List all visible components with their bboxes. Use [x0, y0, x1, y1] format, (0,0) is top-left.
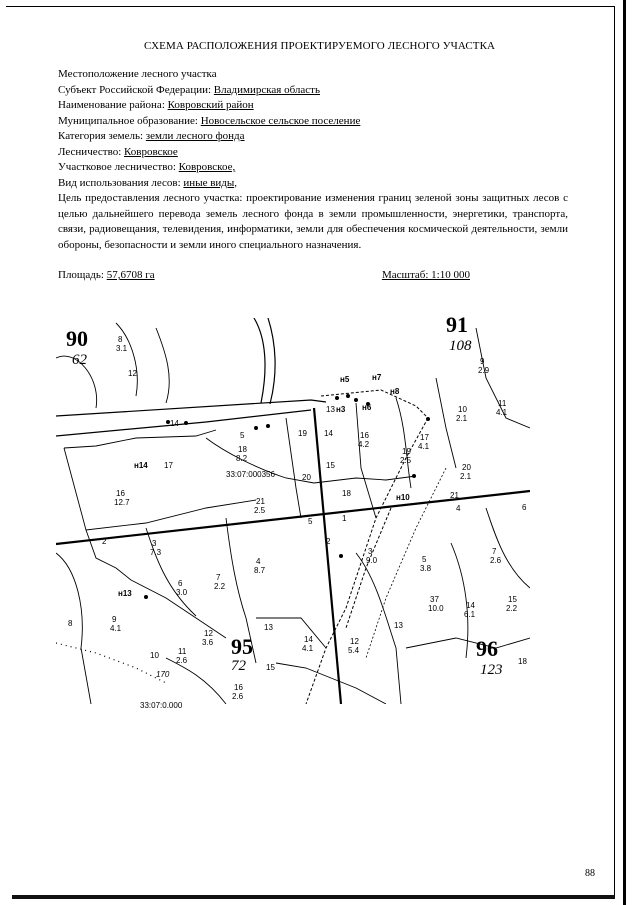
- plot-number: 16: [360, 431, 369, 440]
- plot-area: 2.9: [478, 366, 490, 375]
- plot-area: 10.0: [428, 604, 444, 613]
- plot-number: 11: [498, 399, 507, 408]
- boundary-line-vertical: [314, 408, 341, 704]
- plot-area: 2.1: [460, 472, 472, 481]
- plot-number: 7: [216, 573, 221, 582]
- plot-area: 9.0: [366, 556, 378, 565]
- area-value: 57,6708 га: [106, 269, 155, 281]
- plot-area: 4.1: [302, 644, 314, 653]
- quarter-95-area: 72: [231, 658, 246, 674]
- plot-number: 6: [178, 579, 183, 588]
- node-label: н6: [362, 403, 372, 412]
- quarter-91-area: 108: [449, 338, 472, 354]
- plot-area: 4.2: [358, 440, 370, 449]
- plot-number: 2: [326, 537, 331, 546]
- district-value: Ковровский район: [167, 99, 254, 111]
- forest-use-value: иные виды,: [183, 176, 238, 189]
- plot-number: 13: [394, 621, 403, 630]
- node-label: н14: [134, 461, 148, 470]
- cadastral-number-1: 33:07:000356: [226, 470, 275, 479]
- subject-value: Владимирская область: [213, 83, 320, 96]
- plot-number: 14: [304, 635, 313, 644]
- node-label: н8: [390, 387, 400, 396]
- quarter-96-area: 123: [480, 662, 503, 678]
- plot-number: 170: [156, 670, 170, 679]
- plot-area: 6.1: [464, 610, 476, 619]
- plot-area: 2.5: [254, 506, 266, 515]
- plot-number: 7: [492, 547, 497, 556]
- plot-area: 2.2: [214, 582, 226, 591]
- plot-area: 7.3: [150, 548, 162, 557]
- plot-number: 14: [324, 429, 333, 438]
- plot-number: 9: [480, 357, 485, 366]
- plot-number: 13: [326, 405, 335, 414]
- node-label: н7: [372, 373, 382, 382]
- plot-number: 19: [298, 429, 307, 438]
- plot-area: 8.2: [236, 454, 248, 463]
- plot-number: 21: [256, 497, 265, 506]
- plot-number: 37: [430, 595, 439, 604]
- plot-number: 10: [150, 651, 159, 660]
- plot-area: 4.1: [496, 408, 508, 417]
- cadastral-number-2: 33:07:0.000: [140, 701, 183, 710]
- plot-number: 4: [256, 557, 261, 566]
- plot-number: 11: [178, 647, 187, 656]
- plot-area: 2.1: [456, 414, 468, 423]
- info-purpose: Цель предоставления лесного участка: проектирование изменения границ зеленой зоны защитных лесов с целью дальнейшего перевода земель лесного фонда в земли промышленности, энергетики, транспорта, связи, радиовещания, телевидения, информатики, земли для обеспечения космической деятельности, земли обороны, безопасности и земли иного специального назначения.: [58, 192, 568, 251]
- info-district-forestry: Участковое лесничество: Ковровское,: [58, 161, 236, 173]
- plot-info-block: [58, 67, 568, 253]
- plot-number: 8: [68, 619, 73, 628]
- area-label: Площадь:: [58, 269, 107, 281]
- plot-number: 13: [264, 623, 273, 632]
- plot-number: 5: [422, 555, 427, 564]
- plot-number: 4: [456, 504, 461, 513]
- plot-number: 17: [164, 461, 173, 470]
- info-land-category: Категория земель: земли лесного фонда: [58, 130, 245, 142]
- page-title: СХЕМА РАСПОЛОЖЕНИЯ ПРОЕКТИРУЕМОГО ЛЕСНОГО УЧАСТКА: [143, 40, 496, 52]
- quarter-95-number: 95: [231, 634, 253, 659]
- info-district: Наименование района: Ковровский район: [58, 99, 254, 111]
- plot-number: 12: [128, 369, 137, 378]
- plot-area: 8.7: [254, 566, 266, 575]
- plot-number: 21: [450, 491, 459, 500]
- plot-number: 1: [342, 514, 347, 523]
- plot-area: 12.7: [114, 498, 130, 507]
- plot-area: 3.0: [176, 588, 188, 597]
- plot-number: 5: [308, 517, 313, 526]
- node-label: н13: [118, 589, 132, 598]
- plot-area: 2.6: [232, 692, 244, 701]
- plot-number: 15: [266, 663, 275, 672]
- plot-number: 5: [240, 431, 245, 440]
- node-label: н5: [340, 375, 350, 384]
- plot-area: 4.1: [418, 442, 430, 451]
- plot-area: 2.6: [176, 656, 188, 665]
- plot-number: 10: [458, 405, 467, 414]
- quarter-91-number: 91: [446, 312, 468, 337]
- plot-area: 3.1: [116, 344, 128, 353]
- scale-label: Масштаб: 1:10 000: [381, 269, 470, 281]
- plot-number: 18: [518, 657, 527, 666]
- plot-number: 2: [102, 537, 107, 546]
- node-label: н3: [336, 405, 346, 414]
- plot-number: 16: [234, 683, 243, 692]
- info-municipality: Муниципальное образование: Новосельское сельское поселение: [58, 114, 361, 127]
- info-forest-use: Вид использования лесов: иные виды,: [58, 176, 238, 189]
- plot-number: 18: [342, 489, 351, 498]
- plot-number: 3: [368, 547, 373, 556]
- forestry-value: Ковровское: [124, 145, 178, 158]
- plot-area: 2.5: [400, 456, 412, 465]
- plot-number: 17: [420, 433, 429, 442]
- district-forestry-value: Ковровское,: [178, 161, 236, 173]
- quarter-90-area: 62: [72, 352, 87, 368]
- plot-number: 14: [466, 601, 475, 610]
- road-curve-2: [268, 318, 275, 404]
- plot-number: 14: [170, 419, 179, 428]
- plot-number: 15: [326, 461, 335, 470]
- quarter-96-number: 96: [476, 636, 498, 661]
- plot-number: 18: [238, 445, 247, 454]
- plot-number: 15: [508, 595, 517, 604]
- scan-edge: [615, 0, 639, 905]
- plot-number: 3: [152, 539, 157, 548]
- page-number: 88: [585, 868, 595, 879]
- info-subject: Субъект Российской Федерации: Владимирская область: [58, 83, 320, 96]
- road-curve: [254, 318, 265, 403]
- forest-plot-map: [56, 312, 530, 710]
- plot-number: 8: [118, 335, 123, 344]
- plot-number: 19: [402, 447, 411, 456]
- plot-number: 16: [116, 489, 125, 498]
- plot-number: 20: [462, 463, 471, 472]
- plot-number: 20: [302, 473, 311, 482]
- municipality-value: Новосельское сельское поселение: [200, 114, 361, 127]
- plot-area: 3.6: [202, 638, 214, 647]
- plot-area: 4.1: [110, 624, 122, 633]
- plot-number: 6: [522, 503, 527, 512]
- plot-area: 5.4: [348, 646, 360, 655]
- plot-number: 9: [112, 615, 117, 624]
- info-heading: Местоположение лесного участка: [58, 68, 217, 80]
- plot-area: 2.6: [490, 556, 502, 565]
- quarter-90-number: 90: [66, 326, 88, 351]
- node-label: н10: [396, 493, 410, 502]
- plot-number: 12: [204, 629, 213, 638]
- plot-number: 12: [350, 637, 359, 646]
- land-category-value: земли лесного фонда: [145, 130, 245, 142]
- info-forestry: Лесничество: Ковровское: [58, 145, 178, 158]
- area-scale-line: [58, 269, 470, 281]
- plot-area: 2.2: [506, 604, 518, 613]
- plot-area: 3.8: [420, 564, 432, 573]
